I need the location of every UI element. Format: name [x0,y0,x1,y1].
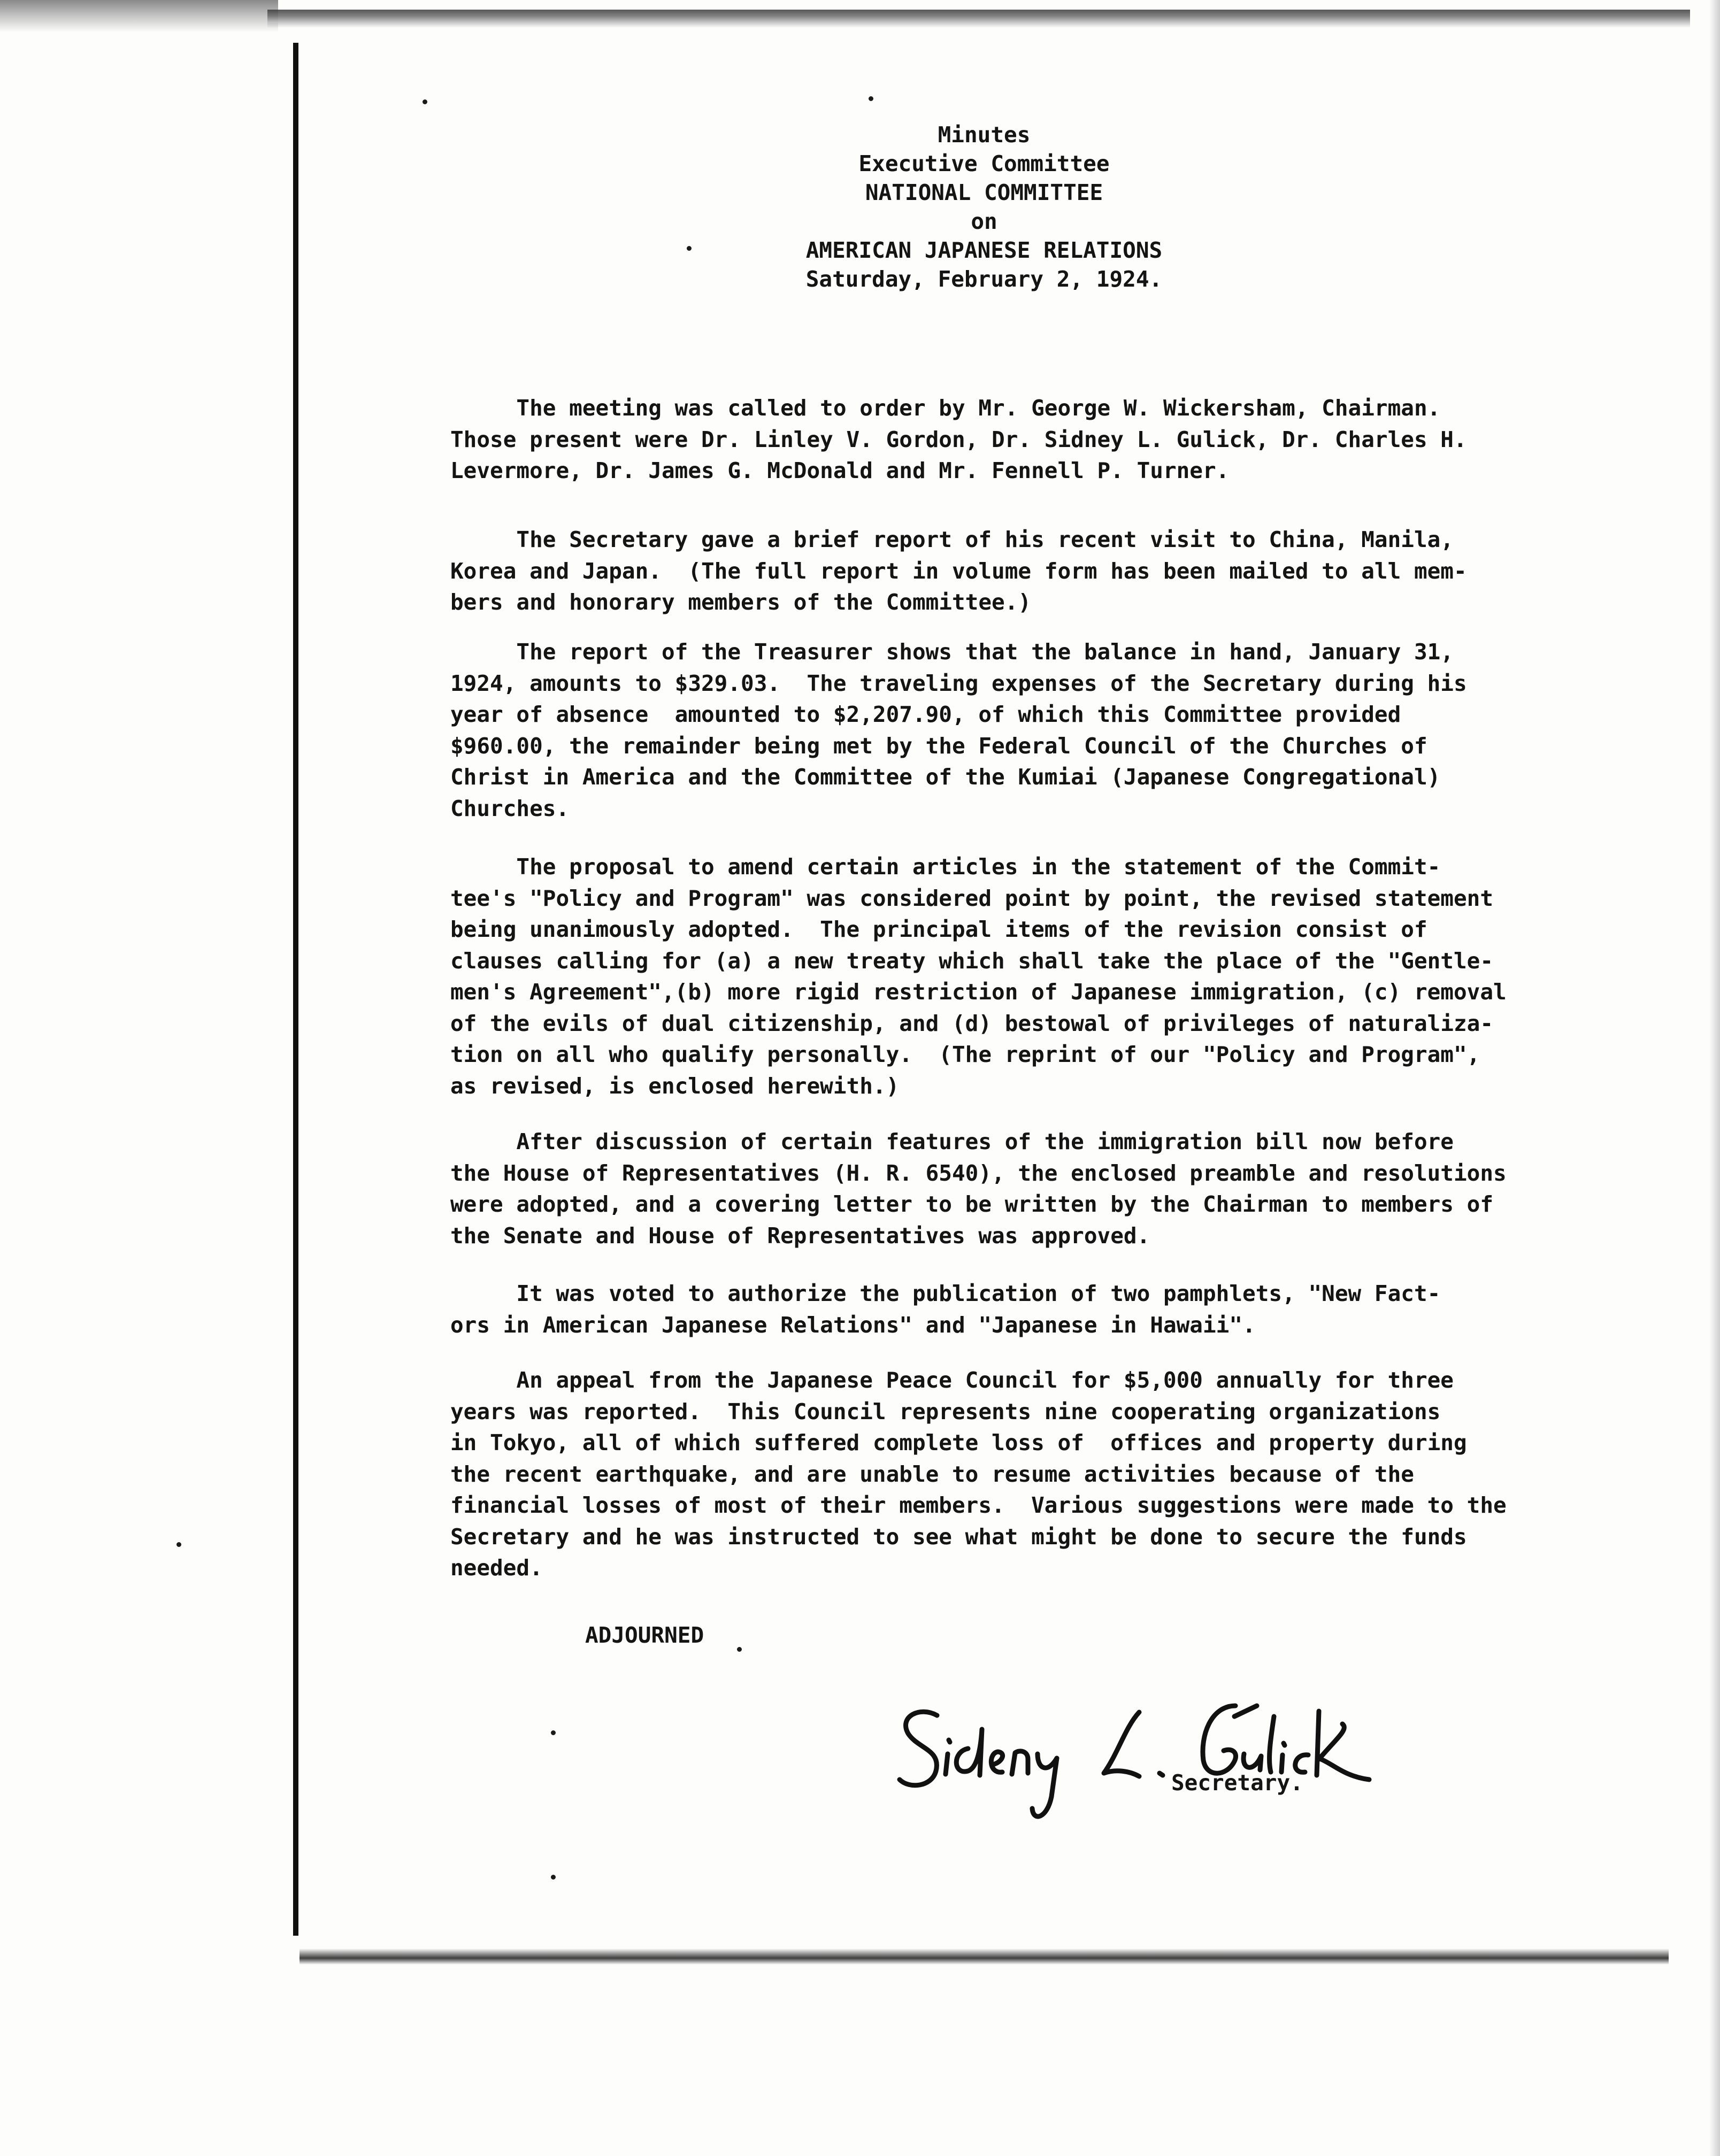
header-american-japanese-relations: AMERICAN JAPANESE RELATIONS [805,237,1163,263]
paragraph-peace-council-appeal [450,1365,1606,1584]
paragraph-line: tion on all who qualify personally. (The reprint of our "Policy and Program", [450,1042,1480,1067]
scan-edge-left [293,43,298,1936]
paragraph-line: Christ in America and the Committee of the Kumiai (Japanese Congregational) [450,764,1441,790]
scan-edge-top [267,10,1690,28]
paragraph-line: in Tokyo, all of which suffered complete loss of offices and property during [450,1430,1467,1456]
paragraph-line: men's Agreement",(b) more rigid restriction of Japanese immigration, (c) removal [450,979,1507,1005]
scan-speck [737,1647,742,1652]
scan-edge-top-left [0,0,278,32]
paragraph-line: clauses calling for (a) a new treaty which shall take the place of the "Gentle- [450,948,1494,974]
scan-speck [869,96,873,101]
paragraph-line: the House of Representatives (H. R. 6540), the enclosed preamble and resolutions [450,1160,1507,1186]
paragraph-immigration-bill [450,1126,1606,1251]
paragraph-line: the recent earthquake, and are unable to resume activities because of the [450,1461,1414,1487]
paragraph-line: the Senate and House of Representatives was approved. [450,1222,1150,1249]
scan-speck [551,1730,556,1735]
paragraph-line: years was reported. This Council represents nine cooperating organizations [450,1398,1441,1424]
paragraph-line: 1924, amounts to $329.03. The traveling expenses of the Secretary during his [450,670,1467,696]
paragraph-line: needed. [450,1555,543,1581]
paragraph-treasurer-report [450,636,1606,824]
paragraph-line: tee's "Policy and Program" was considered point by point, the revised statement [450,885,1494,911]
scan-speck [176,1542,181,1547]
paragraph-meeting-called [450,392,1606,487]
paragraph-secretary-report [450,524,1606,618]
paragraph-line: bers and honorary members of the Committee.) [450,589,1032,615]
paragraph-line: Those present were Dr. Linley V. Gordon, Dr. Sidney L. Gulick, Dr. Charles H. [450,426,1467,452]
paragraph-line: The report of the Treasurer shows that the balance in hand, January 31, [450,639,1454,665]
paragraph-line: ors in American Japanese Relations" and "Japanese in Hawaii". [450,1312,1256,1338]
scan-speck [423,99,427,104]
scan-edge-bottom [300,1949,1669,1965]
paragraph-line: Levermore, Dr. James G. McDonald and Mr. Fennell P. Turner. [450,458,1230,483]
header-executive-committee: Executive Committee [858,151,1110,176]
paragraph-line: being unanimously adopted. The principal items of the revision consist of [450,917,1427,942]
paragraph-line: Churches. [450,795,570,821]
header-on: on [971,209,997,234]
paragraph-line: The Secretary gave a brief report of his recent visit to China, Manila, [450,527,1454,552]
paragraph-policy-proposal [450,851,1606,1102]
scan-edge-right [1709,0,1720,2156]
document-header [588,120,1380,294]
paragraph-pamphlets [450,1278,1606,1341]
paragraph-line: It was voted to authorize the publication of two pamphlets, "New Fact- [450,1281,1441,1306]
adjourned-label: ADJOURNED [585,1622,704,1648]
header-national-committee: NATIONAL COMMITTEE [865,180,1103,205]
paragraph-line: After discussion of certain features of the immigration bill now before [450,1129,1454,1154]
paragraph-line: $960.00, the remainder being met by the Federal Council of the Churches of [450,733,1427,759]
scan-speck [551,1875,556,1880]
paragraph-line: An appeal from the Japanese Peace Council for $5,000 annually for three [450,1367,1454,1393]
paragraph-line: of the evils of dual citizenship, and (d) bestowal of privileges of naturaliza- [450,1010,1494,1036]
header-minutes: Minutes [938,122,1031,148]
signature-title: Secretary. [1171,1770,1303,1796]
header-date: Saturday, February 2, 1924. [805,266,1163,292]
paragraph-line: were adopted, and a covering letter to be written by the Chairman to members of [450,1191,1494,1217]
paragraph-line: The meeting was called to order by Mr. George W. Wickersham, Chairman. [450,395,1441,421]
paragraph-line: The proposal to amend certain articles in the statement of the Commit- [450,854,1441,880]
paragraph-line: as revised, is enclosed herewith.) [450,1073,900,1099]
paragraph-line: year of absence amounted to $2,207.90, of which this Committee provided [450,702,1401,727]
paragraph-line: Secretary and he was instructed to see what might be done to secure the funds [450,1523,1467,1550]
paragraph-line: Korea and Japan. (The full report in volume form has been mailed to all mem- [450,558,1467,584]
paragraph-line: financial losses of most of their members. Various suggestions were made to the [450,1492,1507,1518]
handwritten-signature [888,1684,1412,1834]
